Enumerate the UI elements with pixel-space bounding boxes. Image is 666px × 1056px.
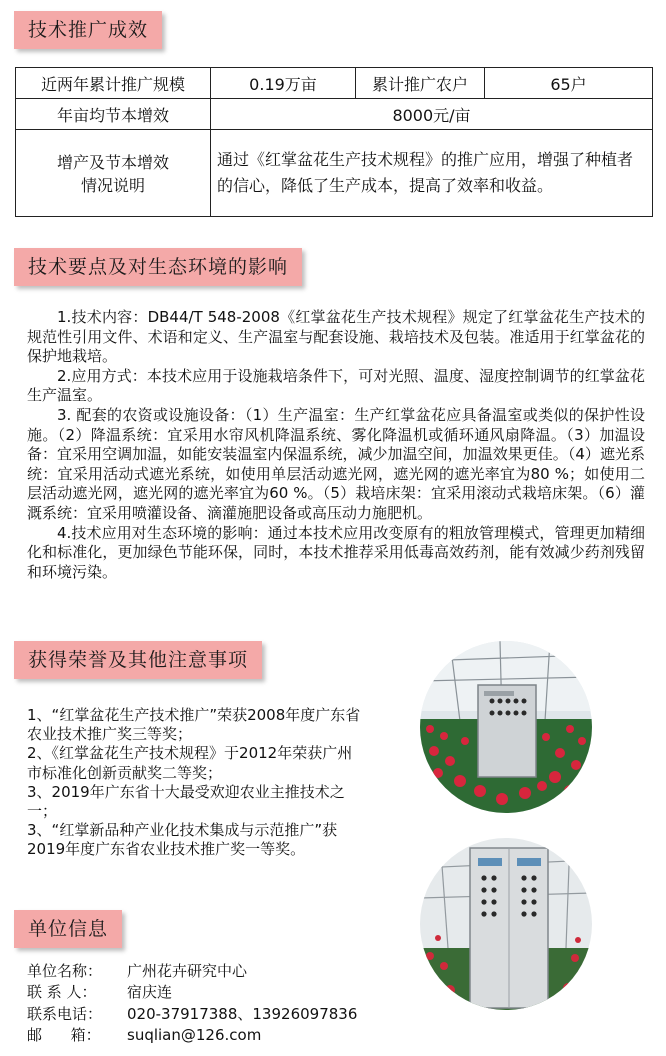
saving-label: 年亩均节本增效 (16, 99, 211, 130)
section-title-honor: 获得荣誉及其他注意事项 (14, 641, 262, 679)
honor-item: 2、《红掌盆花生产技术规程》于2012年荣获广州市标准化创新贡献奖二等奖； (27, 744, 353, 782)
contact-row-email (27, 1025, 397, 1046)
contact-block (27, 961, 397, 1047)
tech-body (27, 308, 645, 582)
farmers-value: 65户 (485, 68, 653, 99)
desc-label (16, 130, 211, 217)
greenhouse-photo-2 (420, 838, 592, 1010)
honor-item: 3、2019年广东省十大最受欢迎农业主推技术之一； (27, 782, 345, 821)
contact-name-label: 单位名称： (27, 962, 103, 980)
tech-paragraph-2: 2.应用方式：本技术应用于设施栽培条件下，可对光照、温度、湿度控制调节的红掌盆花生产温室。 (27, 366, 645, 405)
contact-name-value: 广州花卉研究中心 (127, 962, 248, 980)
honor-item: 1、“红掌盆花生产技术推广”荣获2008年度广东省农业技术推广奖三等奖； (27, 706, 361, 744)
contact-person-label: 联 系 人： (27, 983, 97, 1002)
contact-email-link[interactable]: suqlian@126.com (127, 1026, 262, 1045)
section-title-unit: 单位信息 (14, 910, 122, 948)
tech-paragraph-4: 4.技术应用对生态环境的影响：通过本技术应用改变原有的粗放管理模式，管理更加精细化和标准化，更加绿色节能环保，同时，本技术推荐采用低毒高效药剂，能有效减少药剂残留和环境污染。 (27, 523, 645, 581)
contact-row-person (27, 982, 397, 1003)
honor-list (27, 706, 362, 860)
section-title-effect: 技术推广成效 (14, 11, 162, 49)
farmers-label: 累计推广农户 (356, 68, 485, 99)
greenhouse-photo-1 (420, 641, 592, 813)
contact-phone-value: 020-37917388、13926097836 (127, 1004, 358, 1023)
contact-email-label: 邮 箱： (27, 1026, 101, 1045)
contact-phone-label: 联系电话： (27, 1004, 103, 1023)
section-title-tech: 技术要点及对生态环境的影响 (14, 248, 302, 286)
scale-label: 近两年累计推广规模 (16, 68, 211, 99)
stats-table (15, 67, 653, 217)
saving-value: 8000元/亩 (211, 99, 653, 130)
contact-row-name (27, 961, 397, 982)
desc-text: 通过《红掌盆花生产技术规程》的推广应用，增强了种植者的信心，降低了生产成本，提高了效率和收益。 (211, 130, 653, 217)
tech-paragraph-3: 3. 配套的农资或设施设备：（1）生产温室：生产红掌盆花应具备温室或类似的保护性设施。（2）降温系统：宜采用水帘风机降温系统、雾化降温机或循环通风扇降温。（3）加温设备：宜采用空调加温，如能安装温室内保温系统，减少加温空间，加温效果更佳。（4）遮光系统：宜采用活动式遮光系统，如使用单层活动遮光网，遮光网的遮光率宜为80 %；如使用二层活动遮光网，遮光网的遮光率宜为60 %。（5）栽培床架：宜采用滚动式栽培床架。（6）灌溉系统：宜采用喷灌设备、滴灌施肥设备或高压动力施肥机。 (27, 405, 645, 522)
honor-item: 3、“红掌新品种产业化技术集成与示范推广”获2019年度广东省农业技术推广奖一等奖。 (27, 821, 338, 859)
desc-label-line1: 增产及节本增效 (56, 153, 169, 172)
contact-row-phone (27, 1004, 397, 1025)
scale-value: 0.19万亩 (211, 68, 356, 99)
contact-person-value: 宿庆连 (127, 983, 173, 1002)
tech-paragraph-1: 1.技术内容：DB44/T 548-2008《红掌盆花生产技术规程》规定了红掌盆花生产技术的规范性引用文件、术语和定义、生产温室与配套设施、栽培技术及包装。准适用于红掌盆花的保护地栽培。 (27, 308, 645, 366)
desc-label-line2: 情况说明 (80, 176, 145, 195)
